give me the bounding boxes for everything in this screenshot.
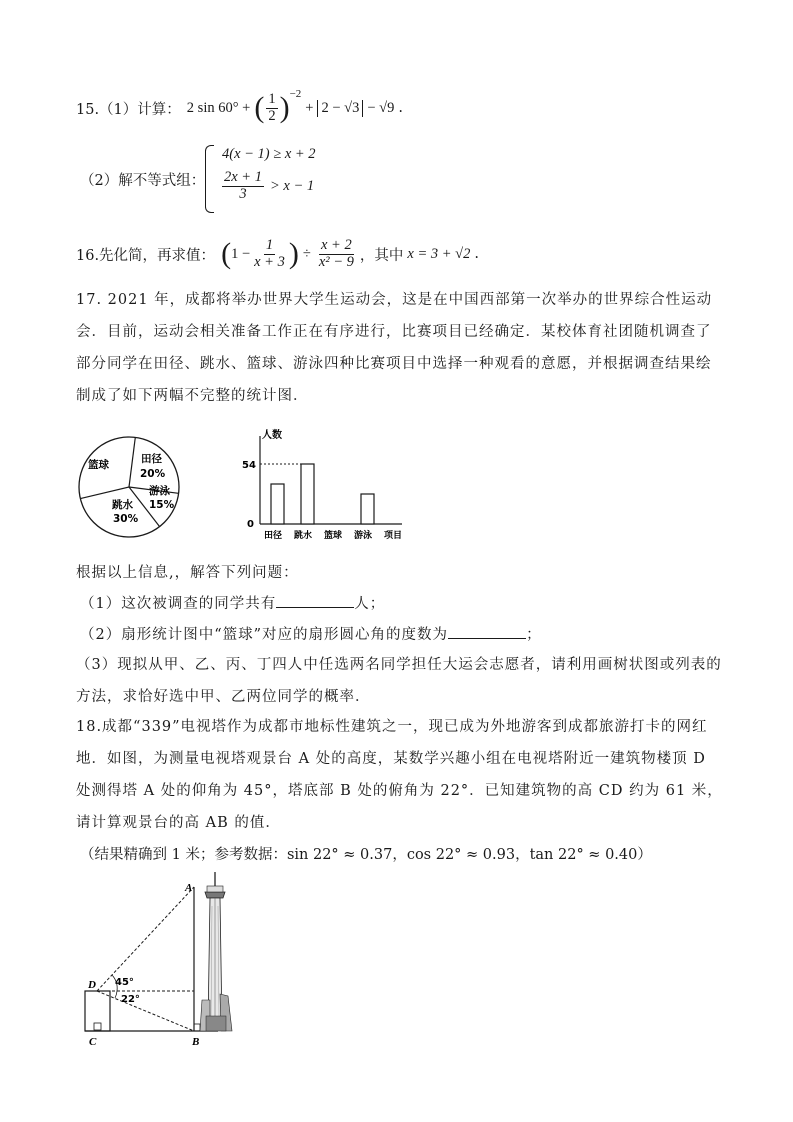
answer-blank (448, 624, 526, 639)
answer-blank (276, 593, 354, 608)
q18-text: 18.成都“339”电视塔作为成都市地标性建筑之一，现已成为外地游客到成都旅游打卡的网红地．如图，为测量电视塔观景台 A 处的高度，某数学兴趣小组在电视塔附近一建筑物楼顶 D 处测得塔 A 处的仰角为 45°，塔底部 B 处的俯角为 22°．已知建筑物的高 CD 约为 61 米，请计算观景台的高 AB 的值． (76, 719, 723, 831)
x-tick-dive: 跳水 (294, 531, 313, 541)
q16-tail: ，其中 (359, 247, 404, 264)
bar-track (271, 484, 284, 524)
q15-exponent: −2 (289, 88, 302, 100)
y-axis-label: 人数 (262, 430, 282, 441)
right-paren: ) (279, 91, 290, 124)
numerator: 1 (268, 90, 276, 107)
point-b-label: B (192, 1036, 200, 1048)
denominator: x² − 9 (318, 253, 354, 270)
sightline-db (97, 991, 194, 1031)
q16-x-value: x = 3 + √2 (407, 245, 471, 262)
left-paren: ( (221, 237, 232, 270)
q16-fraction-2 (317, 238, 356, 271)
q16-divide: ÷ (302, 245, 311, 262)
q17-sub1-tail: 人； (354, 596, 386, 612)
q17-sub3: （3）现拟从甲、乙、丙、丁四人中任选两名同学担任大运会志愿者，请利用画树状图或列表的方法，求恰好选中甲、乙两位同学的概率． (76, 657, 722, 705)
inequality-system-brace (205, 145, 214, 213)
q17-intro: 17. 2021 年，成都将举办世界大学生运动会，这是在中国西部第一次举办的世界综合性运动会．目前，运动会相关准备工作正在有序进行，比赛项目已经确定．某校体育社团随机调查了部分同学在田径、跳水、篮球、游泳四种比赛项目中选择一种观看的意愿，并根据调查结果绘制成了如下两幅不完整的统计图． (76, 292, 713, 404)
y-tick-54: 54 (242, 460, 256, 471)
q17-sub2 (80, 623, 542, 644)
x-tick-basketball: 篮球 (324, 531, 343, 541)
q15-end: . (398, 100, 403, 116)
q15-absolute-value: 2 − √3 (317, 100, 363, 117)
q15-sqrt9-term: − √9 (367, 99, 395, 116)
denominator: 2 (268, 107, 276, 124)
pie-chart (74, 432, 184, 542)
pie-label-track: 田径 (141, 453, 162, 465)
q15-part1-label: 15.（1）计算： (76, 101, 181, 118)
point-d-label: D (88, 979, 96, 991)
angle-22-label: 22° (121, 994, 140, 1005)
numerator: 2x + 1 (224, 169, 262, 185)
q15-term-sin: 2 sin 60° + (186, 99, 251, 116)
bar-chart (240, 426, 418, 544)
y-tick-0: 0 (247, 519, 254, 530)
q15-plus: + (305, 99, 314, 116)
q17-sub1-text: （1）这次被调查的同学共有 (80, 596, 277, 612)
q16 (76, 232, 479, 276)
pie-label-basketball: 篮球 (88, 459, 109, 471)
point-a-label: A (185, 882, 193, 894)
inequality-2 (220, 170, 314, 203)
x-tick-track: 田径 (264, 531, 283, 541)
q17-sub2-tail: ； (526, 627, 542, 643)
q17-lead: 根据以上信息,，解答下列问题： (76, 565, 299, 581)
denominator: x + 3 (254, 253, 285, 270)
angle-45-label: 45° (115, 977, 134, 988)
inequality-1: 4(x − 1) ≥ x + 2 (222, 146, 316, 162)
numerator: 1 (265, 236, 274, 253)
bar-dive (301, 464, 314, 524)
pie-pct-swim: 15% (149, 499, 175, 511)
inequality-2-rest: > x − 1 (269, 177, 315, 194)
point-c-label: C (89, 1036, 97, 1048)
inequality-2-fraction (222, 170, 264, 203)
angle-arc-22 (115, 991, 117, 998)
pie-label-swim: 游泳 (149, 485, 170, 497)
right-angle-mark (194, 1024, 200, 1031)
q15-part2-label: （2）解不等式组： (80, 173, 206, 189)
tv-tower-figure (76, 866, 246, 1048)
right-paren: ) (288, 237, 299, 270)
q18-note: （结果精确到 1 米；参考数据：sin 22° ≈ 0.37，cos 22° ≈ 0.93，tan 22° ≈ 0.40） (80, 847, 652, 863)
x-axis-label: 项目 (384, 531, 403, 541)
q16-one-minus: 1 − (231, 245, 251, 262)
pie-pct-track: 20% (140, 468, 166, 480)
pie-pct-dive: 30% (113, 513, 139, 525)
sightline-da (97, 887, 194, 991)
q16-label: 16.先化简，再求值： (76, 247, 216, 264)
pie-label-dive: 跳水 (112, 499, 133, 511)
q15-fraction-half (266, 92, 277, 125)
denominator: 3 (239, 185, 247, 202)
bar-swim (361, 494, 374, 524)
q16-end: . (474, 246, 479, 262)
tower-drawing (200, 872, 232, 1031)
q17-sub2-text: （2）扇形统计图中“篮球”对应的扇形圆心角的度数为 (80, 627, 449, 643)
q17-sub1 (80, 592, 385, 613)
q16-fraction-1 (252, 238, 287, 271)
left-paren: ( (254, 91, 265, 124)
building-cd (85, 991, 110, 1031)
q15-part1 (76, 86, 403, 130)
x-tick-swim: 游泳 (354, 531, 373, 541)
numerator: x + 2 (321, 236, 352, 253)
